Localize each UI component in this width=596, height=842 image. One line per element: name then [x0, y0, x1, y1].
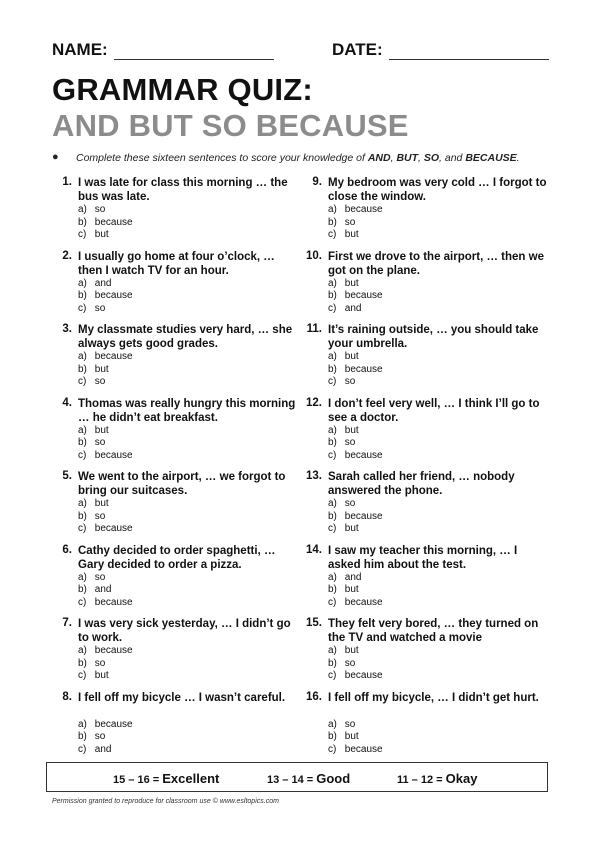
option-text: so: [94, 376, 106, 388]
option-letter: c): [78, 523, 87, 535]
question-number: 6.: [62, 543, 72, 556]
answer-option[interactable]: [78, 744, 133, 757]
option-letter: b): [328, 290, 337, 302]
answer-option[interactable]: [328, 450, 383, 463]
option-letter: c): [328, 449, 337, 461]
question-item: [304, 250, 552, 324]
question-text: I was late for class this morning … the bus was late.: [78, 177, 288, 203]
question-item: [54, 176, 302, 250]
question-text: I fell off my bicycle … I wasn’t careful.: [78, 691, 286, 704]
option-letter: a): [78, 498, 87, 509]
question-item: [304, 691, 552, 765]
option-letter: b): [78, 731, 87, 743]
question-number: 4.: [62, 396, 72, 409]
option-letter: a): [328, 277, 337, 289]
page-subtitle: AND BUT SO BECAUSE: [52, 108, 409, 143]
answer-option[interactable]: [328, 376, 383, 389]
answer-option[interactable]: [328, 645, 383, 658]
option-text: because: [94, 645, 133, 656]
answer-option[interactable]: [78, 437, 133, 450]
question-text: I usually go home at four o’clock, … then I watch TV for an hour.: [78, 250, 275, 277]
question-text: I was very sick yesterday, … I didn’t go to work.: [78, 618, 291, 644]
answer-option[interactable]: [78, 645, 133, 658]
question-number: 10.: [306, 249, 322, 262]
answer-options: [78, 351, 133, 389]
answer-options: [328, 278, 383, 316]
questions-left-column: [54, 176, 302, 764]
option-letter: a): [78, 424, 87, 436]
answer-option[interactable]: [78, 376, 133, 389]
answer-option[interactable]: [328, 572, 383, 585]
option-text: but: [344, 424, 359, 436]
option-text: because: [344, 743, 383, 755]
option-text: but: [94, 424, 109, 436]
option-text: because: [94, 290, 133, 302]
option-text: so: [94, 657, 106, 669]
option-text: so: [94, 302, 106, 314]
option-text: so: [94, 510, 106, 522]
option-text: so: [344, 437, 356, 449]
option-letter: a): [328, 571, 337, 583]
answer-option[interactable]: [328, 425, 383, 438]
score-legend: [46, 762, 548, 792]
answer-option[interactable]: [78, 364, 133, 377]
question-number: 8.: [62, 690, 72, 703]
answer-option[interactable]: [328, 731, 383, 744]
question-item: [54, 397, 302, 471]
option-letter: a): [78, 351, 87, 362]
question-text: I don’t feel very well, … I think I’ll go to see a doctor.: [328, 397, 540, 424]
option-text: because: [94, 216, 133, 228]
option-letter: b): [78, 437, 87, 449]
question-item: [304, 544, 552, 618]
option-letter: b): [328, 363, 337, 375]
option-text: but: [94, 363, 109, 375]
question-item: [54, 544, 302, 618]
answer-option[interactable]: [78, 498, 133, 511]
option-letter: b): [328, 584, 337, 596]
question-item: [304, 323, 552, 397]
answer-option[interactable]: [328, 204, 383, 217]
option-letter: c): [328, 743, 337, 755]
option-text: because: [94, 351, 133, 362]
question-item: [54, 323, 302, 397]
option-letter: a): [328, 351, 337, 362]
option-text: and: [94, 277, 112, 289]
option-letter: c): [328, 596, 337, 608]
question-number: 1.: [62, 176, 72, 188]
option-text: so: [94, 571, 106, 583]
option-letter: b): [78, 290, 87, 302]
question-item: [304, 470, 552, 544]
option-letter: c): [328, 376, 337, 388]
answer-option[interactable]: [328, 290, 383, 303]
question-number: 11.: [306, 323, 322, 335]
option-letter: c): [78, 596, 87, 608]
option-letter: c): [328, 229, 337, 241]
option-letter: a): [328, 424, 337, 436]
question-number: 14.: [306, 543, 322, 556]
option-letter: b): [78, 510, 87, 522]
score-excellent: 15 – 16 = Excellent: [113, 771, 220, 786]
date-field: [332, 40, 549, 60]
option-text: but: [344, 277, 359, 289]
bullet-icon: ●: [52, 151, 59, 163]
option-letter: a): [328, 718, 337, 730]
question-text: My classmate studies very hard, … she always gets good grades.: [78, 324, 293, 350]
answer-option[interactable]: [328, 437, 383, 450]
answer-option[interactable]: [78, 290, 133, 303]
question-number: 15.: [306, 617, 322, 629]
answer-option[interactable]: [328, 523, 383, 536]
answer-option[interactable]: [328, 217, 383, 230]
answer-option[interactable]: [78, 658, 133, 671]
answer-option[interactable]: [328, 278, 383, 291]
question-number: 2.: [62, 249, 72, 262]
answer-option[interactable]: [78, 597, 133, 610]
question-item: [304, 176, 552, 250]
answer-options: [78, 204, 133, 242]
question-number: 12.: [306, 396, 322, 409]
question-text: They felt very bored, … they turned on the TV and watched a movie: [328, 618, 539, 644]
option-text: but: [94, 229, 109, 241]
answer-option[interactable]: [328, 229, 383, 242]
option-letter: c): [328, 302, 337, 314]
score-good: 13 – 14 = Good: [267, 771, 351, 786]
option-text: so: [344, 216, 356, 228]
question-text: We went to the airport, … we forgot to bring our suitcases.: [78, 471, 286, 497]
answer-option[interactable]: [78, 731, 133, 744]
option-letter: b): [328, 731, 337, 743]
option-text: and: [94, 743, 112, 755]
option-text: because: [94, 596, 133, 608]
answer-option[interactable]: [78, 719, 133, 732]
option-text: but: [344, 645, 359, 656]
answer-option[interactable]: [78, 303, 133, 316]
option-letter: a): [328, 498, 337, 509]
answer-options: [78, 645, 133, 683]
option-letter: a): [78, 277, 87, 289]
question-text: Cathy decided to order spaghetti, … Gary decided to order a pizza.: [78, 544, 276, 571]
option-letter: c): [328, 670, 337, 682]
answer-option[interactable]: [328, 597, 383, 610]
questions-right-column: [304, 176, 552, 764]
question-item: [54, 470, 302, 544]
option-letter: c): [328, 523, 337, 535]
option-text: because: [344, 670, 383, 682]
answer-option[interactable]: [328, 511, 383, 524]
option-text: so: [344, 376, 356, 388]
question-number: 16.: [306, 690, 322, 703]
option-text: but: [344, 229, 359, 241]
name-label: NAME:: [52, 40, 108, 59]
question-text: My bedroom was very cold … I forgot to close the window.: [328, 177, 547, 203]
option-letter: c): [78, 302, 87, 314]
question-item: [304, 617, 552, 691]
option-text: so: [344, 498, 356, 509]
option-text: so: [94, 731, 106, 743]
answer-option[interactable]: [328, 498, 383, 511]
question-number: 9.: [312, 176, 322, 188]
option-text: because: [94, 449, 133, 461]
option-letter: b): [78, 584, 87, 596]
question-text: Sarah called her friend, … nobody answered the phone.: [328, 471, 515, 497]
question-item: [54, 250, 302, 324]
option-text: because: [94, 523, 133, 535]
answer-option[interactable]: [78, 572, 133, 585]
question-text: First we drove to the airport, … then we got on the plane.: [328, 250, 544, 277]
name-blank-line[interactable]: [114, 43, 274, 60]
option-text: because: [94, 718, 133, 730]
answer-options: [328, 645, 383, 683]
option-text: but: [344, 523, 359, 535]
option-letter: b): [328, 657, 337, 669]
option-text: and: [344, 571, 362, 583]
option-letter: c): [78, 670, 87, 682]
question-text: I fell off my bicycle, … I didn’t get hurt.: [328, 691, 539, 704]
instruction-text: Complete these sixteen sentences to score your knowledge of AND, BUT, SO, and BECAUSE.: [76, 152, 520, 164]
question-text: Thomas was really hungry this morning … he didn’t eat breakfast.: [78, 397, 296, 424]
option-letter: a): [78, 645, 87, 656]
answer-option[interactable]: [78, 584, 133, 597]
question-text: I saw my teacher this morning, … I asked him about the test.: [328, 544, 518, 571]
question-number: 7.: [62, 617, 72, 629]
option-text: so: [344, 718, 356, 730]
answer-option[interactable]: [328, 658, 383, 671]
option-text: but: [344, 351, 359, 362]
answer-option[interactable]: [78, 351, 133, 364]
answer-option[interactable]: [78, 278, 133, 291]
answer-option[interactable]: [328, 364, 383, 377]
answer-options: [78, 425, 133, 463]
option-letter: a): [78, 718, 87, 730]
option-text: because: [344, 510, 383, 522]
question-item: [54, 617, 302, 691]
option-text: and: [94, 584, 112, 596]
option-text: so: [344, 657, 356, 669]
answer-options: [78, 498, 133, 536]
question-number: 5.: [62, 470, 72, 482]
answer-option[interactable]: [328, 351, 383, 364]
option-text: so: [94, 204, 106, 215]
question-number: 3.: [62, 323, 72, 335]
answer-option[interactable]: [328, 303, 383, 316]
answer-option[interactable]: [78, 425, 133, 438]
answer-option[interactable]: [78, 450, 133, 463]
option-text: but: [344, 731, 359, 743]
answer-options: [328, 204, 383, 242]
date-blank-line[interactable]: [389, 43, 549, 60]
option-letter: a): [78, 571, 87, 583]
question-item: [54, 691, 302, 765]
option-text: because: [344, 449, 383, 461]
option-text: and: [344, 302, 362, 314]
option-text: because: [344, 204, 383, 215]
answer-options: [78, 719, 133, 757]
option-letter: b): [328, 437, 337, 449]
name-field: [52, 40, 274, 60]
option-text: because: [344, 290, 383, 302]
answer-option[interactable]: [78, 670, 133, 683]
answer-option[interactable]: [78, 204, 133, 217]
question-item: [304, 397, 552, 471]
option-letter: b): [78, 363, 87, 375]
option-letter: b): [78, 657, 87, 669]
answer-options: [328, 572, 383, 610]
answer-options: [328, 351, 383, 389]
answer-option[interactable]: [78, 217, 133, 230]
date-label: DATE:: [332, 40, 383, 59]
permission-footer: Permission granted to reproduce for classroom use © www.esltopics.com: [52, 798, 279, 805]
option-letter: c): [78, 743, 87, 755]
header-row: [52, 40, 552, 62]
answer-option[interactable]: [328, 744, 383, 757]
option-letter: b): [328, 510, 337, 522]
option-letter: a): [328, 645, 337, 656]
answer-option[interactable]: [78, 511, 133, 524]
answer-options: [328, 498, 383, 536]
answer-options: [78, 572, 133, 610]
answer-options: [328, 425, 383, 463]
option-letter: a): [78, 204, 87, 215]
answer-option[interactable]: [78, 523, 133, 536]
option-letter: b): [328, 216, 337, 228]
option-text: but: [94, 670, 109, 682]
answer-option[interactable]: [328, 584, 383, 597]
score-okay: 11 – 12 = Okay: [397, 771, 478, 786]
question-text: It’s raining outside, … you should take your umbrella.: [328, 324, 539, 350]
answer-options: [328, 719, 383, 757]
option-letter: c): [78, 376, 87, 388]
page-title: GRAMMAR QUIZ:: [52, 72, 313, 107]
option-text: so: [94, 437, 106, 449]
option-letter: c): [78, 229, 87, 241]
option-text: because: [344, 596, 383, 608]
option-text: but: [344, 584, 359, 596]
option-letter: c): [78, 449, 87, 461]
option-letter: b): [78, 216, 87, 228]
option-text: because: [344, 363, 383, 375]
option-letter: a): [328, 204, 337, 215]
answer-option[interactable]: [328, 719, 383, 732]
question-number: 13.: [306, 470, 322, 482]
option-text: but: [94, 498, 109, 509]
answer-option[interactable]: [78, 229, 133, 242]
answer-options: [78, 278, 133, 316]
answer-option[interactable]: [328, 670, 383, 683]
